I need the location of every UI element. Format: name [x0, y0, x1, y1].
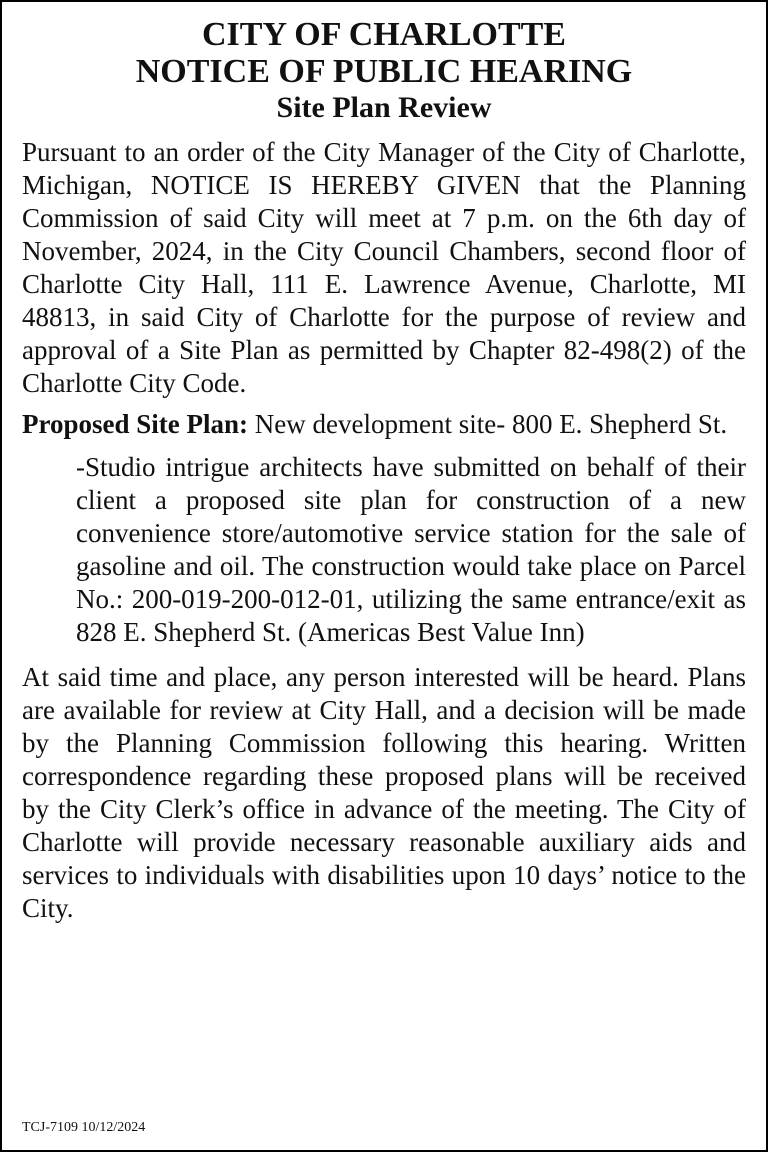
notice-title-hearing: NOTICE OF PUBLIC HEARING: [135, 53, 633, 91]
notice-paragraph-closing: At said time and place, any person interested will be heard. Plans are available for review at City Hall, and a decision will be made by the Planning Commission following this hearing. Written correspondence regarding these proposed plans will be received by the City Clerk’s office in advance of the meeting. The City of Charlotte will provide necessary reasonable auxiliary aids and services to individuals with disabilities upon 10 days’ notice to the City.: [22, 661, 746, 923]
proposed-site-plan-label: Proposed Site Plan:: [22, 408, 249, 439]
notice-title-city: CITY OF CHARLOTTE: [202, 16, 566, 53]
proposed-site-plan: [22, 408, 746, 441]
site-plan-details: -Studio intrigue architects have submitted on behalf of their client a proposed site plan for construction of a new convenience store/automotive service station for the sale of gasoline and oil. The construction would take place on Parcel No.: 200-019-200-012-01, utilizing the same entrance/exit as 828 E. Shepherd St. (Americas Best Value Inn): [76, 451, 746, 647]
publication-code: TCJ-7109 10/12/2024: [22, 1120, 146, 1135]
notice-paragraph-intro: Pursuant to an order of the City Manager of the City of Charlotte, Michigan, NOTICE IS HEREBY GIVEN that the Planning Commission of said City will meet at 7 p.m. on the 6th day of November, 2024, in the City Council Chambers, second floor of Charlotte City Hall, 111 E. Lawrence Avenue, Charlotte, MI 48813, in said City of Charlotte for the purpose of review and approval of a Site Plan as permitted by Chapter 82-498(2) of the Charlotte City Code.: [22, 136, 746, 398]
notice-heading: [22, 16, 746, 124]
notice-subtitle: Site Plan Review: [276, 90, 492, 124]
proposed-site-plan-text: New development site- 800 E. Shepherd St.: [248, 408, 728, 439]
